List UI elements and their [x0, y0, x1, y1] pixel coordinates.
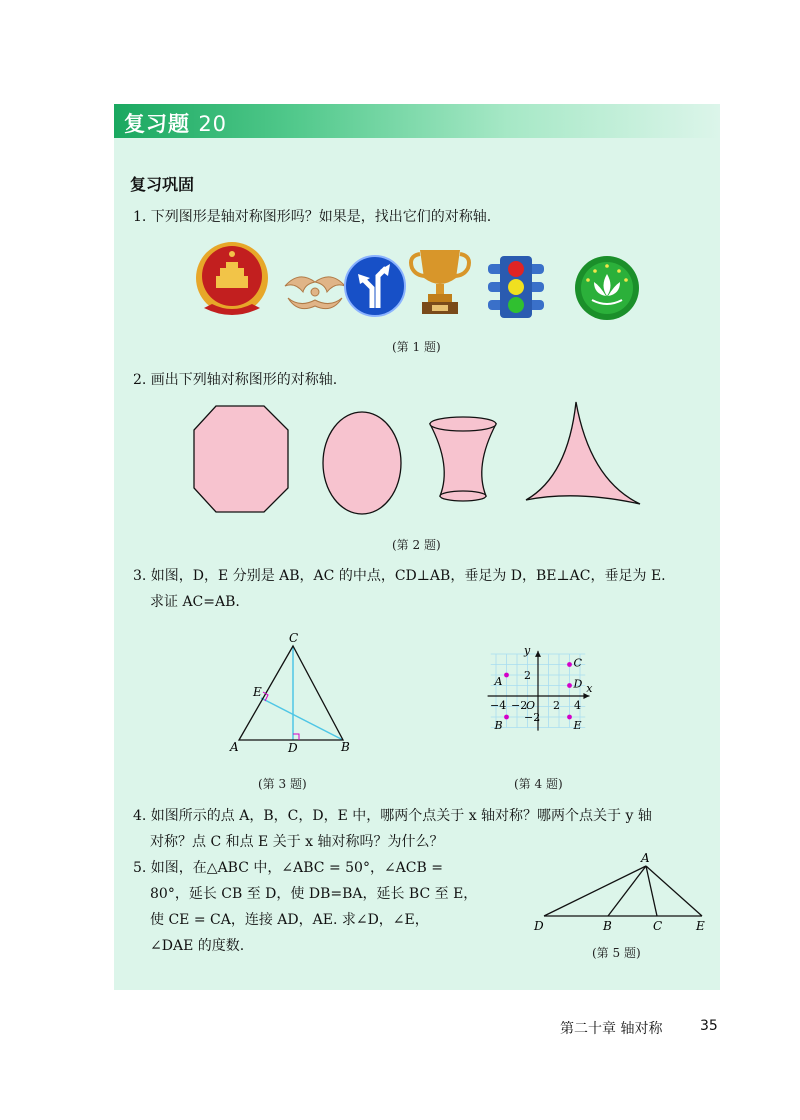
q1-caption: (第 1 题) — [392, 340, 441, 354]
question-4-line-2: 对称？点 C 和点 E 关于 x 轴对称吗？为什么？ — [150, 834, 444, 850]
q5-caption: (第 5 题) — [592, 946, 641, 960]
y-tick-label: −2 — [524, 711, 541, 724]
segment-ae — [646, 866, 702, 916]
label-e: E — [253, 685, 262, 699]
label-c: C — [289, 631, 299, 645]
q4-caption: (第 4 题) — [514, 777, 563, 791]
title-text: 复习题 — [124, 112, 190, 136]
question-5-line-3: 使 CE = CA，连接 AD，AE. 求∠D，∠E， — [150, 912, 429, 928]
octagon-shape — [194, 406, 288, 512]
segment-ab — [608, 866, 646, 916]
question-4-line-1: 4. 如图所示的点 A，B，C，D，E 中，哪两个点关于 x 轴对称？哪两个点关于 y 轴 — [133, 808, 652, 824]
direction-sign-icon — [345, 256, 405, 316]
emblem-icon — [196, 242, 268, 315]
curved-triangle-shape — [526, 402, 640, 504]
origin-label: O — [526, 699, 536, 712]
question-3-line-1: 3. 如图，D，E 分别是 AB，AC 的中点，CD⊥AB，垂足为 D，BE⊥AC，垂足为 E. — [133, 568, 666, 584]
segment-ad — [544, 866, 646, 916]
point-c — [567, 662, 572, 667]
point-e — [567, 715, 572, 720]
vase-shape — [430, 417, 496, 501]
x-tick-label: 2 — [553, 699, 560, 712]
fig5-triangle — [530, 852, 720, 942]
point-a — [504, 673, 509, 678]
ornament-icon — [285, 277, 345, 309]
label-a: A — [641, 851, 650, 865]
label-b: B — [341, 740, 350, 754]
x-axis-label: x — [586, 682, 593, 695]
point-label-e: E — [573, 719, 582, 732]
section-title: 复习巩固 — [130, 175, 195, 194]
page-title — [124, 108, 227, 138]
label-b: B — [603, 919, 612, 933]
question-5-line-4: ∠DAE 的度数. — [150, 938, 245, 954]
point-label-b: B — [494, 719, 503, 732]
question-5-line-2: 80°，延长 CB 至 D，使 DB=BA，延长 BC 至 E， — [150, 886, 478, 902]
q2-figures — [190, 400, 650, 520]
q2-caption: (第 2 题) — [392, 538, 441, 552]
label-e: E — [696, 919, 705, 933]
segment-be — [261, 698, 343, 740]
point-label-c: C — [573, 656, 582, 670]
label-a: A — [230, 740, 239, 754]
question-3-line-2: 求证 AC=AB. — [150, 594, 240, 610]
label-d: D — [534, 919, 544, 933]
title-number: 20 — [198, 112, 228, 136]
right-angle-d — [293, 734, 299, 740]
point-label-a: A — [494, 675, 503, 688]
trophy-icon — [411, 250, 469, 314]
point-b — [504, 715, 509, 720]
fig3-triangle — [225, 630, 365, 760]
fig4-coordinate-plane — [440, 618, 650, 758]
label-d: D — [288, 741, 298, 755]
y-tick-label: 2 — [524, 669, 531, 682]
q3-caption: (第 3 题) — [258, 777, 307, 791]
y-axis-label: y — [524, 644, 531, 657]
lotus-emblem-icon — [575, 256, 639, 320]
page-number: 35 — [700, 1018, 718, 1034]
q1-figures — [190, 238, 650, 322]
point-d — [567, 683, 572, 688]
label-c: C — [653, 919, 663, 933]
x-tick-label: −4 — [490, 699, 507, 712]
x-tick-label: −2 — [511, 699, 528, 712]
question-5-line-1: 5. 如图，在△ABC 中，∠ABC = 50°，∠ACB = — [133, 860, 443, 876]
question-2: 2. 画出下列轴对称图形的对称轴. — [133, 372, 338, 388]
x-tick-label: 4 — [574, 699, 581, 712]
footer-chapter: 第二十章 轴对称 — [560, 1021, 663, 1037]
point-label-d: D — [573, 677, 583, 691]
traffic-light-icon — [488, 256, 544, 318]
question-1: 1. 下列图形是轴对称图形吗？如果是，找出它们的对称轴. — [133, 209, 492, 225]
ellipse-shape — [323, 412, 401, 514]
